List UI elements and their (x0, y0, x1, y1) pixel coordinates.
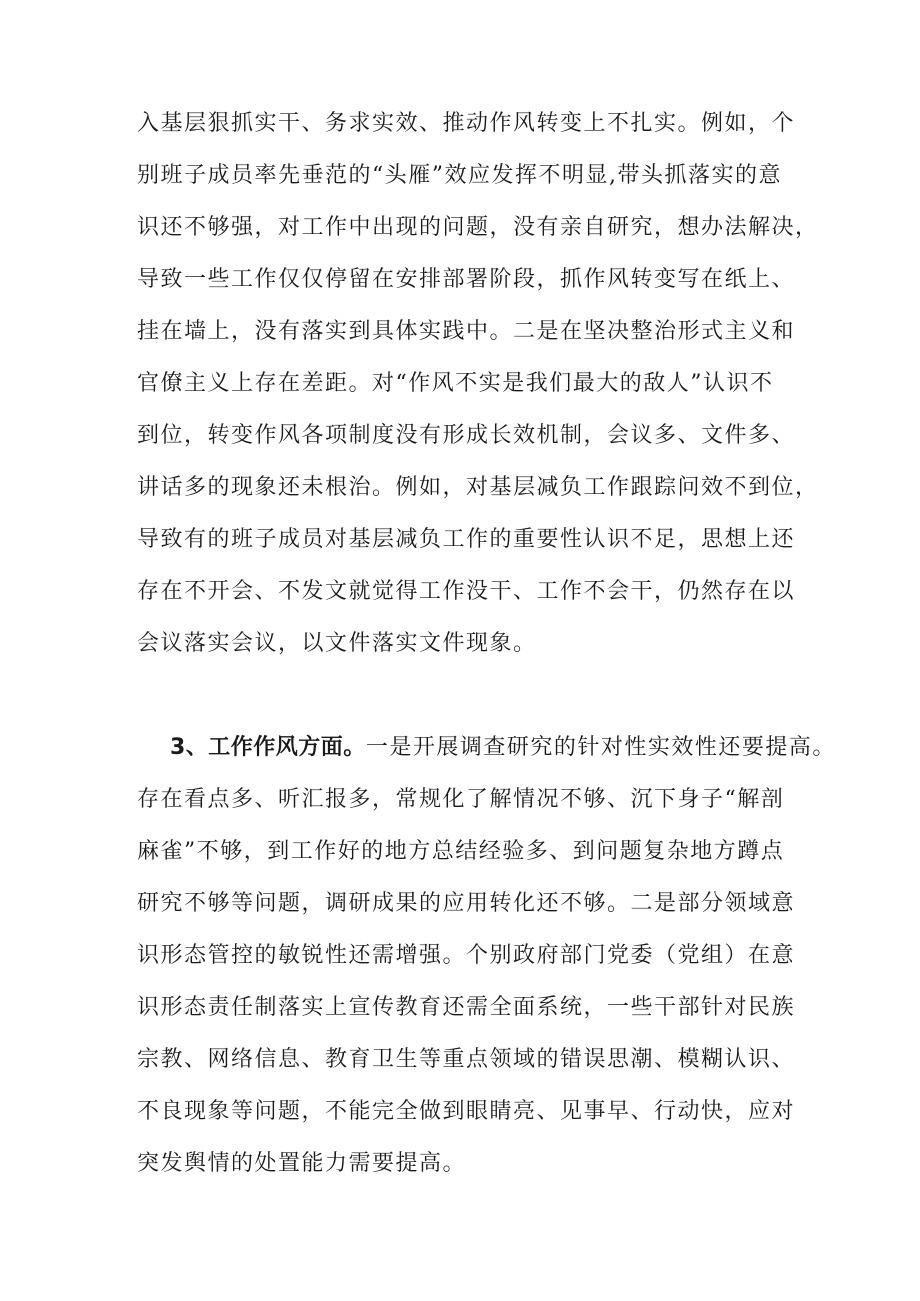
text-line: 讲话多的现象还未根治。例如，对基层减负工作跟踪问效不到位， (137, 475, 819, 500)
text-line: 突发舆情的处置能力需要提高。 (137, 1151, 467, 1176)
text-line: 挂在墙上，没有落实到具体实践中。二是在坚决整治形式主义和 (137, 319, 796, 344)
text-line: 识还不够强，对工作中出现的问题，没有亲自研究，想办法解决， (137, 215, 819, 240)
text-line: 入基层狠抓实干、务求实效、推动作风转变上不扎实。例如，个 (137, 111, 796, 136)
text-line: 研究不够等问题，调研成果的应用转化还不够。二是部分领域意 (137, 891, 796, 916)
text-line: 不良现象等问题，不能完全做到眼睛亮、见事早、行动快，应对 (137, 1099, 796, 1124)
text-line: 识形态责任制落实上宣传教育还需全面系统，一些干部针对民族 (137, 995, 796, 1020)
text-line: 导致一些工作仅仅停留在安排部署阶段，抓作风转变写在纸上、 (137, 267, 796, 292)
text-line: 别班子成员率先垂范的“头雁”效应发挥不明显,带头抓落实的意 (137, 163, 782, 188)
text-line: 存在不开会、不发文就觉得工作没干、工作不会干，仍然存在以 (137, 579, 796, 604)
text-line: 宗教、网络信息、教育卫生等重点领域的错误思潮、模糊认识、 (137, 1047, 796, 1072)
section-heading: 3、工作作风方面。 (170, 735, 366, 760)
text-line: 麻雀”不够，到工作好的地方总结经验多、到问题复杂地方蹲点 (137, 839, 785, 864)
text-line: 到位，转变作风各项制度没有形成长效机制，会议多、文件多、 (137, 423, 796, 448)
text-line: 存在看点多、听汇报多，常规化了解情况不够、沉下身子“解剖 (137, 787, 785, 812)
paragraph-work-style-section-3 (137, 722, 836, 1190)
text-line: 官僚主义上存在差距。对“作风不实是我们最大的敌人”认识不 (137, 371, 774, 396)
text-line: 导致有的班子成员对基层减负工作的重要性认识不足，思想上还 (137, 527, 796, 552)
text-line-first (137, 722, 836, 774)
text-line-rest: 一是开展调查研究的针对性实效性还要提高。 (365, 735, 836, 760)
text-line: 会议落实会议，以文件落实文件现象。 (137, 631, 537, 656)
text-line: 识形态管控的敏锐性还需增强。个别政府部门党委（党组）在意 (137, 943, 796, 968)
paragraph-work-style-continued (137, 98, 819, 670)
